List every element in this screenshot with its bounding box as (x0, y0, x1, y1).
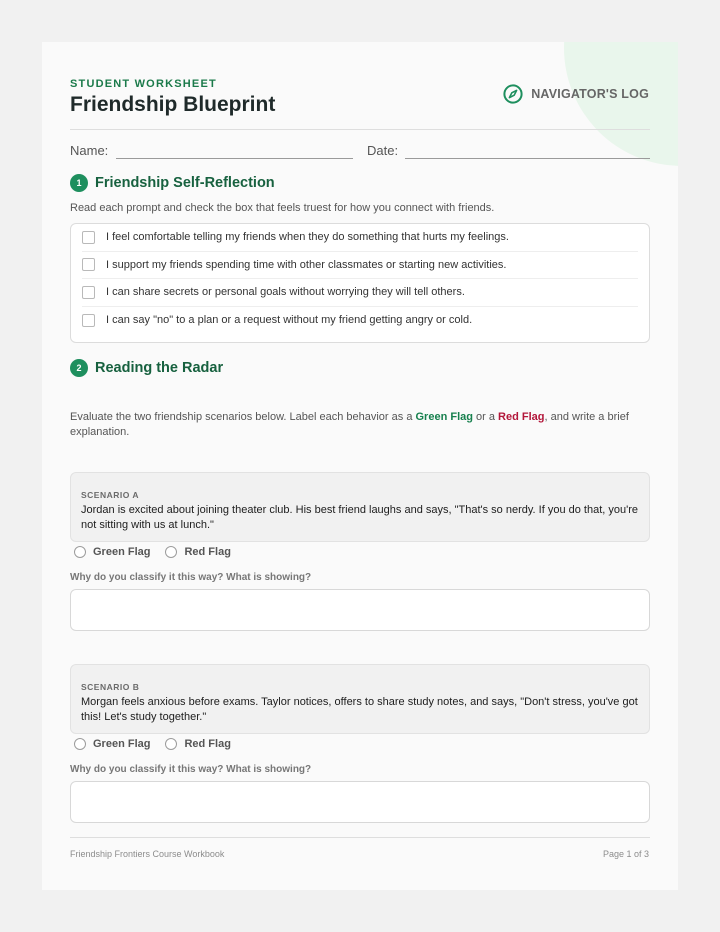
section-number-badge: 2 (70, 359, 88, 377)
radio-button[interactable] (74, 738, 86, 750)
scenario-text: Jordan is excited about joining theater club. His best friend laughs and says, "That's so nerdy. If you do that, you're not sitting with us at lunch." (81, 504, 638, 531)
scenario-b-answer-box[interactable] (70, 781, 650, 823)
decorative-corner-shape (564, 42, 678, 166)
radio-button[interactable] (74, 546, 86, 558)
green-flag-term: Green Flag (415, 411, 473, 423)
reflection-checklist (70, 223, 650, 343)
checklist-item-text: I can share secrets or personal goals without worrying they will tell others. (106, 286, 465, 299)
explanation-prompt: Why do you classify it this way? What is showing? (70, 764, 312, 775)
scenario-b-card (70, 664, 650, 734)
scenario-a-card (70, 472, 650, 542)
radio-button[interactable] (165, 738, 177, 750)
checkbox[interactable] (82, 286, 95, 299)
footer-page-number: Page 1 of 3 (602, 849, 649, 859)
footer-divider (70, 837, 650, 838)
header-divider (70, 129, 650, 130)
checklist-item-text: I feel comfortable telling my friends when they do something that hurts my feelings. (106, 231, 509, 244)
page-title: Friendship Blueprint (70, 93, 276, 116)
green-flag-option[interactable] (74, 546, 150, 558)
worksheet-page (42, 42, 678, 890)
section-number-badge: 1 (70, 174, 88, 192)
section-title: Friendship Self-Reflection (95, 175, 275, 191)
scenario-text: Morgan feels anxious before exams. Taylor notices, offers to share study notes, and says, "Don't stress, you've got this! Let's study together." (81, 696, 638, 723)
scenario-a-flag-options (74, 546, 246, 558)
red-flag-option[interactable] (165, 738, 230, 750)
footer-course-name: Friendship Frontiers Course Workbook (70, 849, 225, 859)
brand (503, 84, 649, 104)
checklist-item-text: I support my friends spending time with other classmates or starting new activities. (106, 258, 507, 271)
checkbox[interactable] (82, 231, 95, 244)
scenario-tag: SCENARIO B (81, 682, 140, 692)
date-field[interactable] (405, 158, 650, 159)
date-label: Date: (367, 143, 399, 158)
checklist-item[interactable] (82, 279, 638, 307)
scenario-b-flag-options (74, 738, 246, 750)
red-flag-term: Red Flag (498, 411, 545, 423)
checkbox[interactable] (82, 314, 95, 327)
checklist-item-text: I can say "no" to a plan or a request without my friend getting angry or cold. (106, 314, 473, 327)
brand-label: NAVIGATOR'S LOG (531, 87, 649, 101)
instructions-text: Evaluate the two friendship scenarios below. Label each behavior as a (70, 411, 416, 423)
green-flag-option[interactable] (74, 738, 150, 750)
instructions-text: or a (472, 411, 499, 423)
explanation-prompt: Why do you classify it this way? What is showing? (70, 572, 312, 583)
name-label: Name: (70, 143, 109, 158)
name-field[interactable] (116, 158, 353, 159)
instructions-text: , and write a brief explanation. (70, 411, 629, 438)
radio-label: Red Flag (184, 546, 231, 558)
section-1-heading (70, 174, 275, 192)
radio-button[interactable] (165, 546, 177, 558)
red-flag-option[interactable] (165, 546, 230, 558)
section-2-heading (70, 359, 223, 377)
scenario-a-answer-box[interactable] (70, 589, 650, 631)
worksheet-eyebrow: STUDENT WORKSHEET (70, 78, 217, 90)
section-1-instructions: Read each prompt and check the box that feels truest for how you connect with friends. (70, 202, 495, 214)
checklist-item[interactable] (82, 224, 638, 252)
compass-icon (503, 84, 523, 104)
radio-label: Green Flag (93, 546, 151, 558)
section-2-instructions (70, 410, 650, 439)
radio-label: Green Flag (93, 738, 151, 750)
radio-label: Red Flag (184, 738, 231, 750)
checklist-item[interactable] (82, 252, 638, 280)
checklist-item[interactable] (82, 307, 638, 335)
checkbox[interactable] (82, 258, 95, 271)
scenario-tag: SCENARIO A (81, 490, 140, 500)
section-title: Reading the Radar (95, 360, 224, 376)
